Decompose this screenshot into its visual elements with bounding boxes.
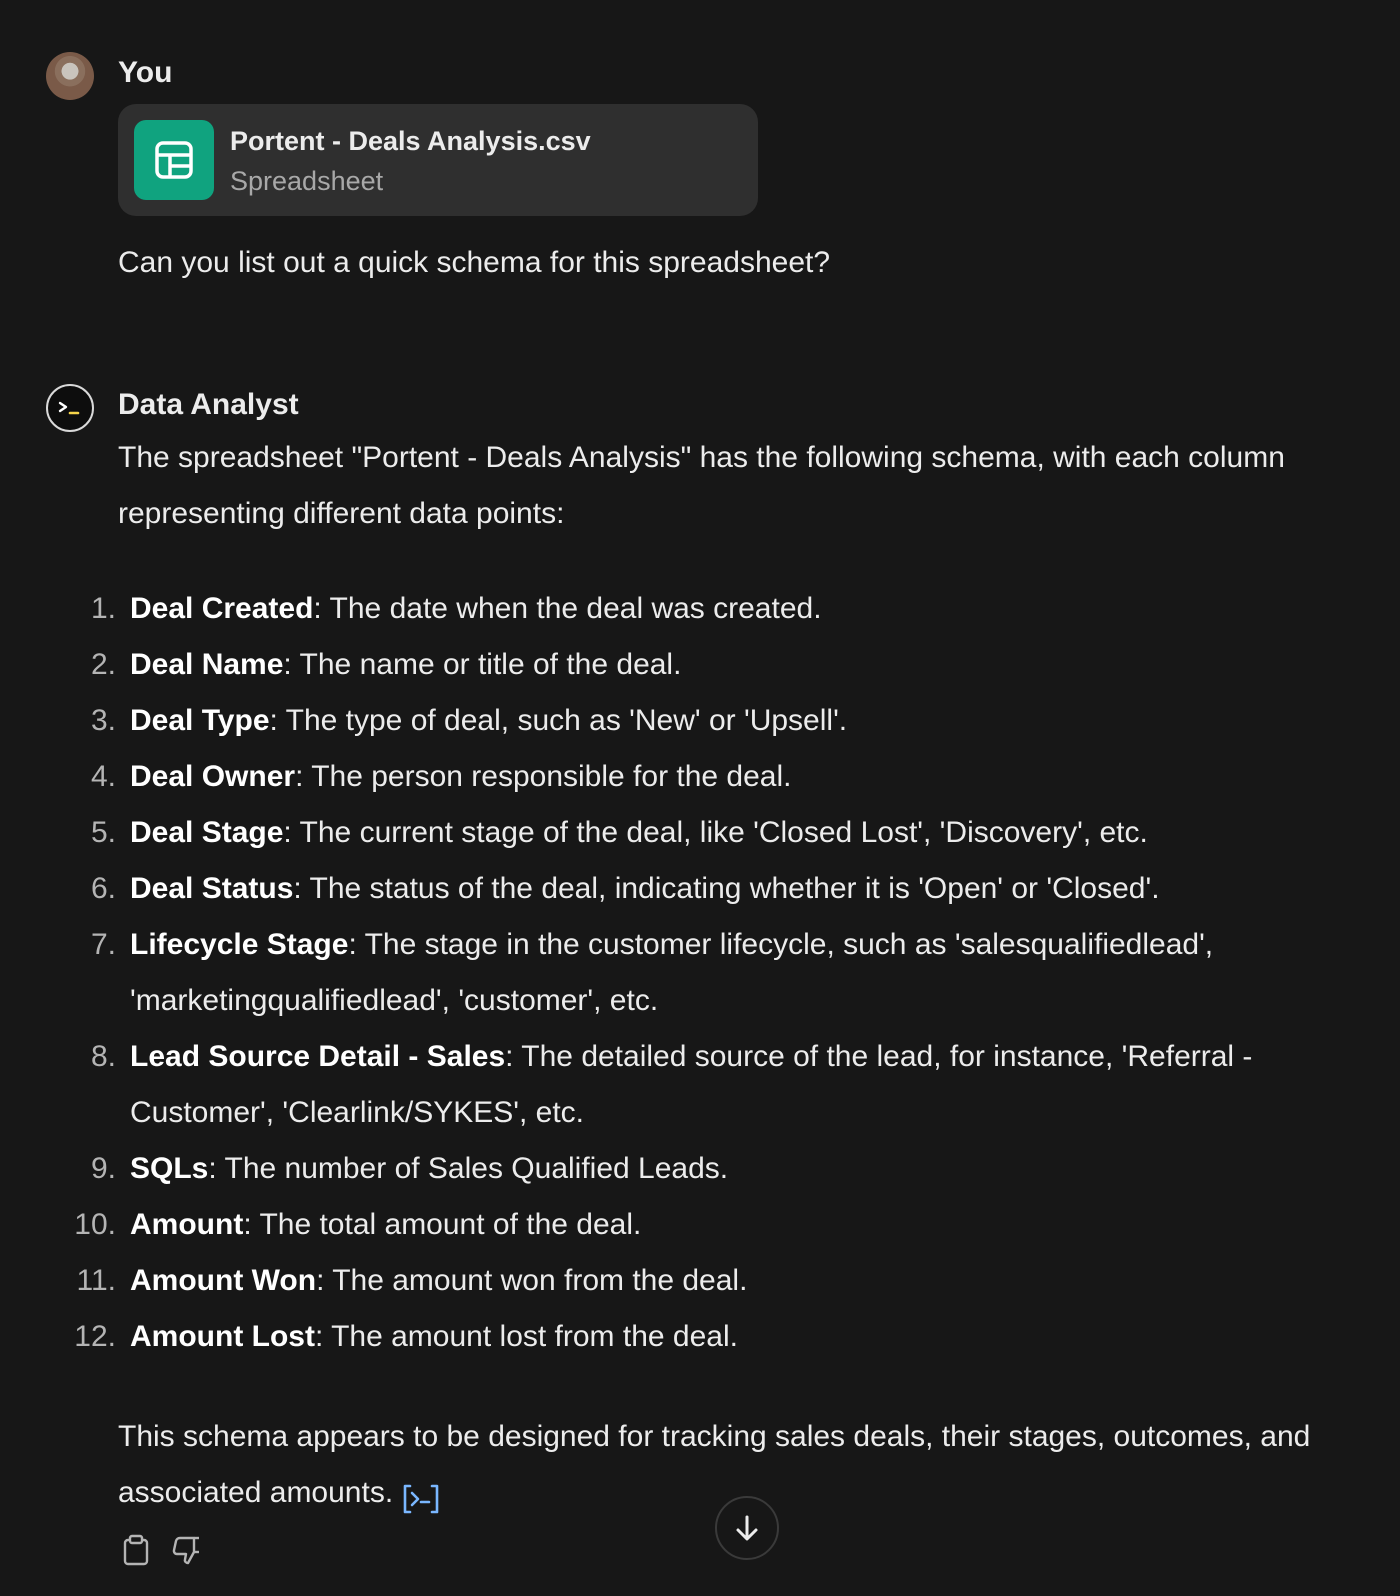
schema-item-description: : The stage in the customer lifecycle, such as 'salesqualifiedlead', 'marketingqualifiedlead', 'customer', etc. [130,928,1214,1017]
code-interpreter-icon[interactable] [401,1478,441,1510]
schema-item-description: : The status of the deal, indicating whether it is 'Open' or 'Closed'. [293,872,1160,905]
arrow-down-icon [732,1513,762,1543]
schema-list-item [0,805,1400,861]
copy-button[interactable] [118,1532,154,1568]
schema-item-key: Lead Source Detail - Sales [130,1040,506,1073]
thumbs-down-icon [170,1534,202,1566]
schema-list [0,581,1400,1365]
file-type: Spreadsheet [230,166,384,196]
clipboard-icon [121,1534,151,1566]
schema-list-item [0,637,1400,693]
user-message: Can you list out a quick schema for this spreadsheet? [118,246,831,279]
file-attachment-card[interactable] [118,104,758,216]
schema-item-number: 11. [76,1264,116,1297]
schema-item-number: 5. [90,816,116,849]
schema-list-item [0,581,1400,637]
schema-item-number: 2. [90,648,116,681]
schema-item-description: : The total amount of the deal. [243,1208,642,1241]
schema-item-key: Deal Status [130,872,294,905]
scroll-to-bottom-button[interactable] [715,1496,779,1560]
file-name: Portent - Deals Analysis.csv [230,126,591,156]
schema-item-description: : The detailed source of the lead, for instance, 'Referral - Customer', 'Clearlink/SYKES', etc. [130,1040,1253,1129]
schema-list-item [0,917,1400,1029]
schema-item-description: : The amount lost from the deal. [314,1320,738,1353]
schema-item-number: 1. [90,592,116,625]
schema-list-item [0,1197,1400,1253]
schema-item-description: : The current stage of the deal, like 'Closed Lost', 'Discovery', etc. [283,816,1148,849]
schema-item-key: Amount [130,1208,244,1241]
schema-item-description: : The person responsible for the deal. [295,760,792,793]
schema-item-number: 7. [90,928,116,961]
assistant-outro [118,1409,1328,1521]
assistant-intro: The spreadsheet "Portent - Deals Analysis" has the following schema, with each column representing different data points: [118,441,1285,530]
dislike-button[interactable] [168,1532,204,1568]
user-avatar [46,52,94,100]
user-author-name: You [118,56,173,89]
assistant-author-name: Data Analyst [118,388,299,421]
schema-item-number: 10. [74,1208,116,1241]
schema-item-key: SQLs [130,1152,209,1185]
schema-item-key: Deal Created [130,592,314,625]
schema-item-number: 12. [74,1320,116,1353]
schema-item-number: 6. [90,872,116,905]
schema-item-number: 3. [90,704,116,737]
schema-item-description: : The name or title of the deal. [283,648,682,681]
schema-item-number: 8. [90,1040,116,1073]
schema-item-description: : The type of deal, such as 'New' or 'Upsell'. [269,704,848,737]
schema-item-key: Deal Name [130,648,284,681]
schema-list-item [0,1141,1400,1197]
schema-item-number: 9. [90,1152,116,1185]
schema-item-key: Amount Won [130,1264,317,1297]
schema-list-item [0,749,1400,805]
schema-item-key: Deal Type [130,704,270,737]
table-icon [134,120,214,200]
terminal-prompt-icon [46,384,94,432]
schema-list-item [0,861,1400,917]
schema-list-item [0,1309,1400,1365]
schema-item-description: : The date when the deal was created. [313,592,822,625]
schema-item-key: Amount Lost [130,1320,315,1353]
schema-item-description: : The number of Sales Qualified Leads. [208,1152,729,1185]
assistant-outro-text: This schema appears to be designed for tracking sales deals, their stages, outcomes, and associated amounts. [118,1420,1311,1509]
schema-list-item [0,693,1400,749]
schema-item-key: Deal Stage [130,816,284,849]
schema-list-item [0,1029,1400,1141]
schema-item-number: 4. [90,760,116,793]
schema-list-item [0,1253,1400,1309]
schema-item-key: Deal Owner [130,760,296,793]
schema-item-description: : The amount won from the deal. [316,1264,748,1297]
schema-item-key: Lifecycle Stage [130,928,349,961]
